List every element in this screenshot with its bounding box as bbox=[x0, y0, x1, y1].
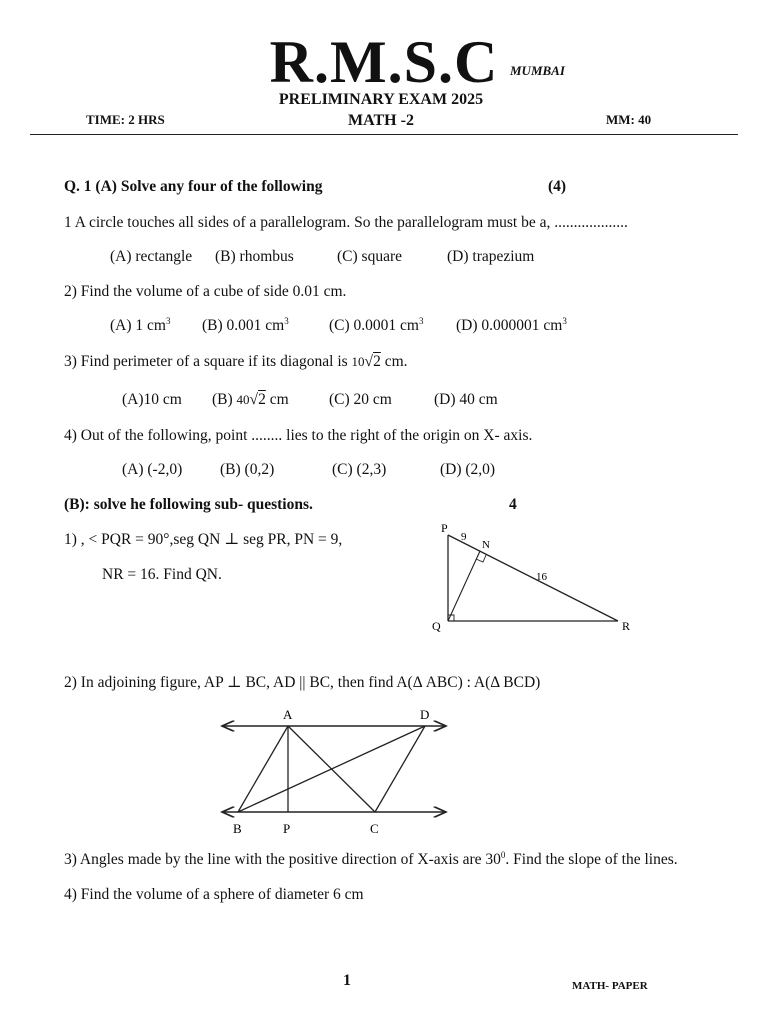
subquestion-2: 2) In adjoining figure, AP ⊥ BC, AD || BC, then find A(Δ ABC) : A(Δ BCD) bbox=[64, 674, 541, 691]
school-city: MUMBAI bbox=[510, 63, 565, 78]
label-r: R bbox=[622, 619, 631, 633]
option-d: (D) trapezium bbox=[447, 248, 535, 265]
label-c: C bbox=[370, 821, 379, 836]
subject-title: MATH -2 bbox=[348, 112, 414, 129]
label-nr: 16 bbox=[536, 571, 547, 583]
label-q: Q bbox=[432, 619, 441, 633]
option-c: (C) 20 cm bbox=[329, 391, 392, 408]
q1a-heading: Q. 1 (A) Solve any four of the following bbox=[64, 178, 323, 195]
label-n: N bbox=[482, 539, 490, 551]
q1b-heading: (B): solve he following sub- questions. bbox=[64, 496, 313, 513]
label-a: A bbox=[283, 707, 293, 722]
subquestion-3: 3) Angles made by the line with the positive direction of X-axis are $30^0$. Find the slope of the lines. bbox=[64, 850, 678, 868]
subquestion-1: 1) , < PQR = 90°,seg QN ⊥ seg PR, PN = 9, bbox=[64, 531, 343, 548]
triangle-pqr-figure bbox=[420, 515, 650, 640]
question-4: 4) Out of the following, point ........ lies to the right of the origin on X- axis. bbox=[64, 427, 533, 444]
option-d: (D) 0.000001 $cm^3$ bbox=[456, 316, 567, 334]
option-b: (B) (0,2) bbox=[220, 461, 275, 478]
option-b: (B) 40√2 cm bbox=[212, 391, 289, 408]
q1b-marks: 4 bbox=[509, 496, 517, 513]
label-p: P bbox=[441, 521, 448, 535]
parallel-lines-figure bbox=[210, 702, 460, 842]
subquestion-4: 4) Find the volume of a sphere of diameter 6 cm bbox=[64, 886, 364, 903]
subquestion-1-line2: NR = 16. Find QN. bbox=[102, 566, 222, 583]
option-c: (C) square bbox=[337, 248, 402, 265]
label-d: D bbox=[420, 707, 430, 722]
option-d: (D) 40 cm bbox=[434, 391, 498, 408]
label-pn: 9 bbox=[461, 531, 467, 543]
question-1: 1 A circle touches all sides of a parallelogram. So the parallelogram must be a, ................... bbox=[64, 214, 628, 231]
option-c: (C) 0.0001 $cm^3$ bbox=[329, 316, 424, 334]
exam-title: PRELIMINARY EXAM 2025 bbox=[278, 91, 484, 108]
label-b: B bbox=[233, 821, 242, 836]
header-divider bbox=[30, 134, 738, 135]
option-a: (A) 1 $cm^3$ bbox=[110, 316, 171, 334]
option-d: (D) (2,0) bbox=[440, 461, 496, 478]
option-b: (B) 0.001 $cm^3$ bbox=[202, 316, 289, 334]
option-b: (B) rhombus bbox=[215, 248, 294, 265]
footer-label: MATH- PAPER bbox=[572, 980, 648, 992]
option-a: (A) (-2,0) bbox=[122, 461, 183, 478]
option-a: (A) rectangle bbox=[110, 248, 193, 265]
school-name: R.M.S.C bbox=[269, 29, 499, 95]
page-number: 1 bbox=[343, 972, 351, 989]
exam-time: TIME: 2 HRS bbox=[86, 112, 165, 127]
option-a: (A)10 cm bbox=[122, 391, 182, 408]
max-marks: MM: 40 bbox=[606, 112, 652, 127]
option-c: (C) (2,3) bbox=[332, 461, 387, 478]
q1a-marks: (4) bbox=[548, 178, 567, 195]
label-p: P bbox=[283, 821, 291, 836]
question-2: 2) Find the volume of a cube of side 0.01 cm. bbox=[64, 283, 347, 300]
question-3: 3) Find perimeter of a square if its diagonal is 10√2 cm. bbox=[64, 353, 408, 370]
